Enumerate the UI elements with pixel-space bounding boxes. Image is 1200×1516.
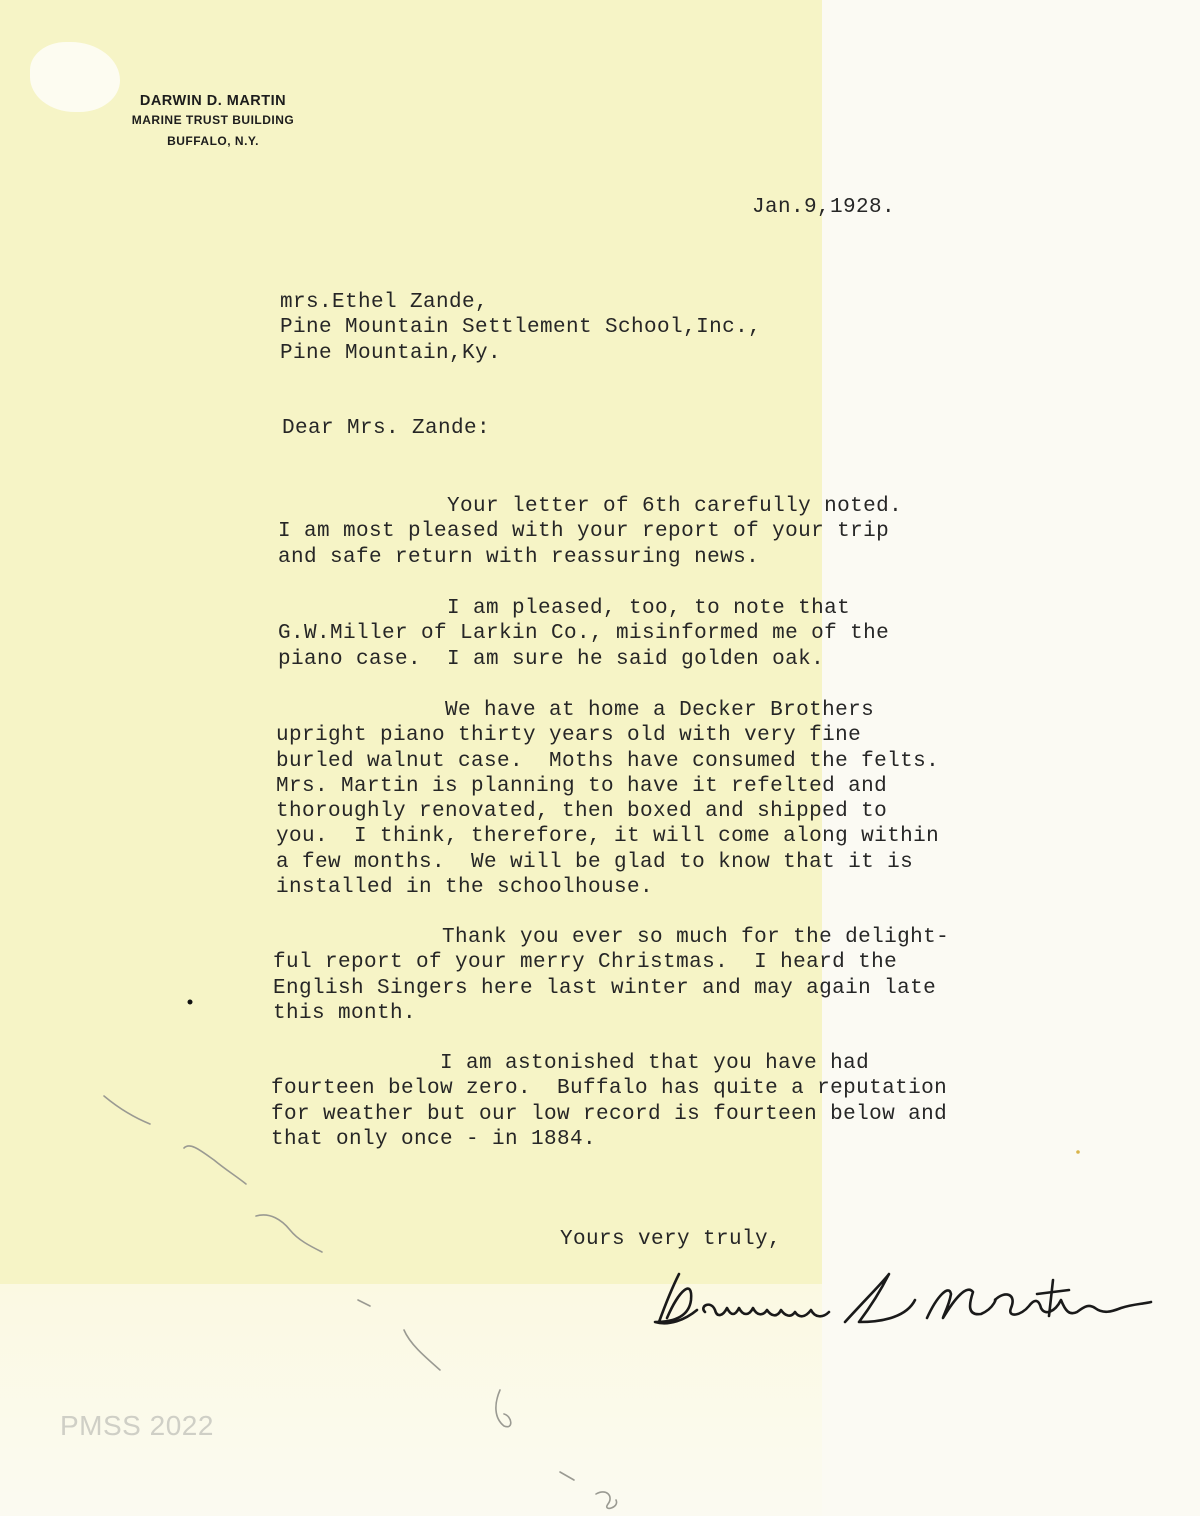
text-line: We have at home a Decker Brothers — [276, 699, 875, 722]
address-line: mrs.Ethel Zande, — [280, 291, 489, 314]
text-line: a few months. We will be glad to know that it is — [276, 850, 914, 874]
text-line: fourteen below zero. Buffalo has quite a reputation — [271, 1077, 948, 1101]
text-line: upright piano thirty years old with very fine — [276, 724, 862, 748]
text-line: and safe return with reassuring news. — [278, 545, 760, 569]
text-line: I am most pleased with your report of your trip — [278, 520, 890, 544]
text-line: this month. — [273, 1001, 417, 1025]
address-line: Pine Mountain,Ky. — [280, 341, 502, 365]
letterhead-building: MARINE TRUST BUILDING — [131, 113, 295, 127]
text-line: you. I think, therefore, it will come along within — [276, 825, 940, 849]
text-line: English Singers here last winter and may again late — [273, 976, 937, 1000]
letterhead-name: DARWIN D. MARTIN — [139, 93, 287, 109]
text-line: Your letter of 6th carefully noted. — [278, 495, 903, 518]
text-line: I am pleased, too, to note that — [278, 597, 851, 620]
text-line: piano case. I am sure he said golden oak. — [278, 647, 825, 671]
stain-dot — [1076, 1150, 1080, 1154]
text-line: Mrs. Martin is planning to have it refelted and — [276, 774, 888, 798]
address-line: Pine Mountain Settlement School,Inc., — [280, 316, 762, 340]
watermark: PMSS 2022 — [60, 1410, 214, 1441]
text-line: burled walnut case. Moths have consumed the felts. — [276, 749, 940, 773]
ink-dot — [188, 1000, 193, 1005]
text-line: that only once - in 1884. — [271, 1127, 597, 1151]
text-line: G.W.Miller of Larkin Co., misinformed me of the — [278, 622, 890, 646]
text-line: installed in the schoolhouse. — [276, 876, 654, 900]
text-line: thoroughly renovated, then boxed and shipped to — [276, 800, 888, 824]
text-line: Thank you ever so much for the delight- — [273, 926, 950, 949]
salutation: Dear Mrs. Zande: — [282, 417, 491, 440]
text-line: ful report of your merry Christmas. I heard the — [273, 951, 898, 975]
letterhead-city: BUFFALO, N.Y. — [167, 134, 259, 148]
letter-date: Jan.9,1928. — [752, 196, 896, 219]
text-line: for weather but our low record is fourteen below and — [271, 1102, 948, 1126]
closing: Yours very truly, — [560, 1228, 782, 1251]
text-line: I am astonished that you have had — [271, 1052, 870, 1075]
